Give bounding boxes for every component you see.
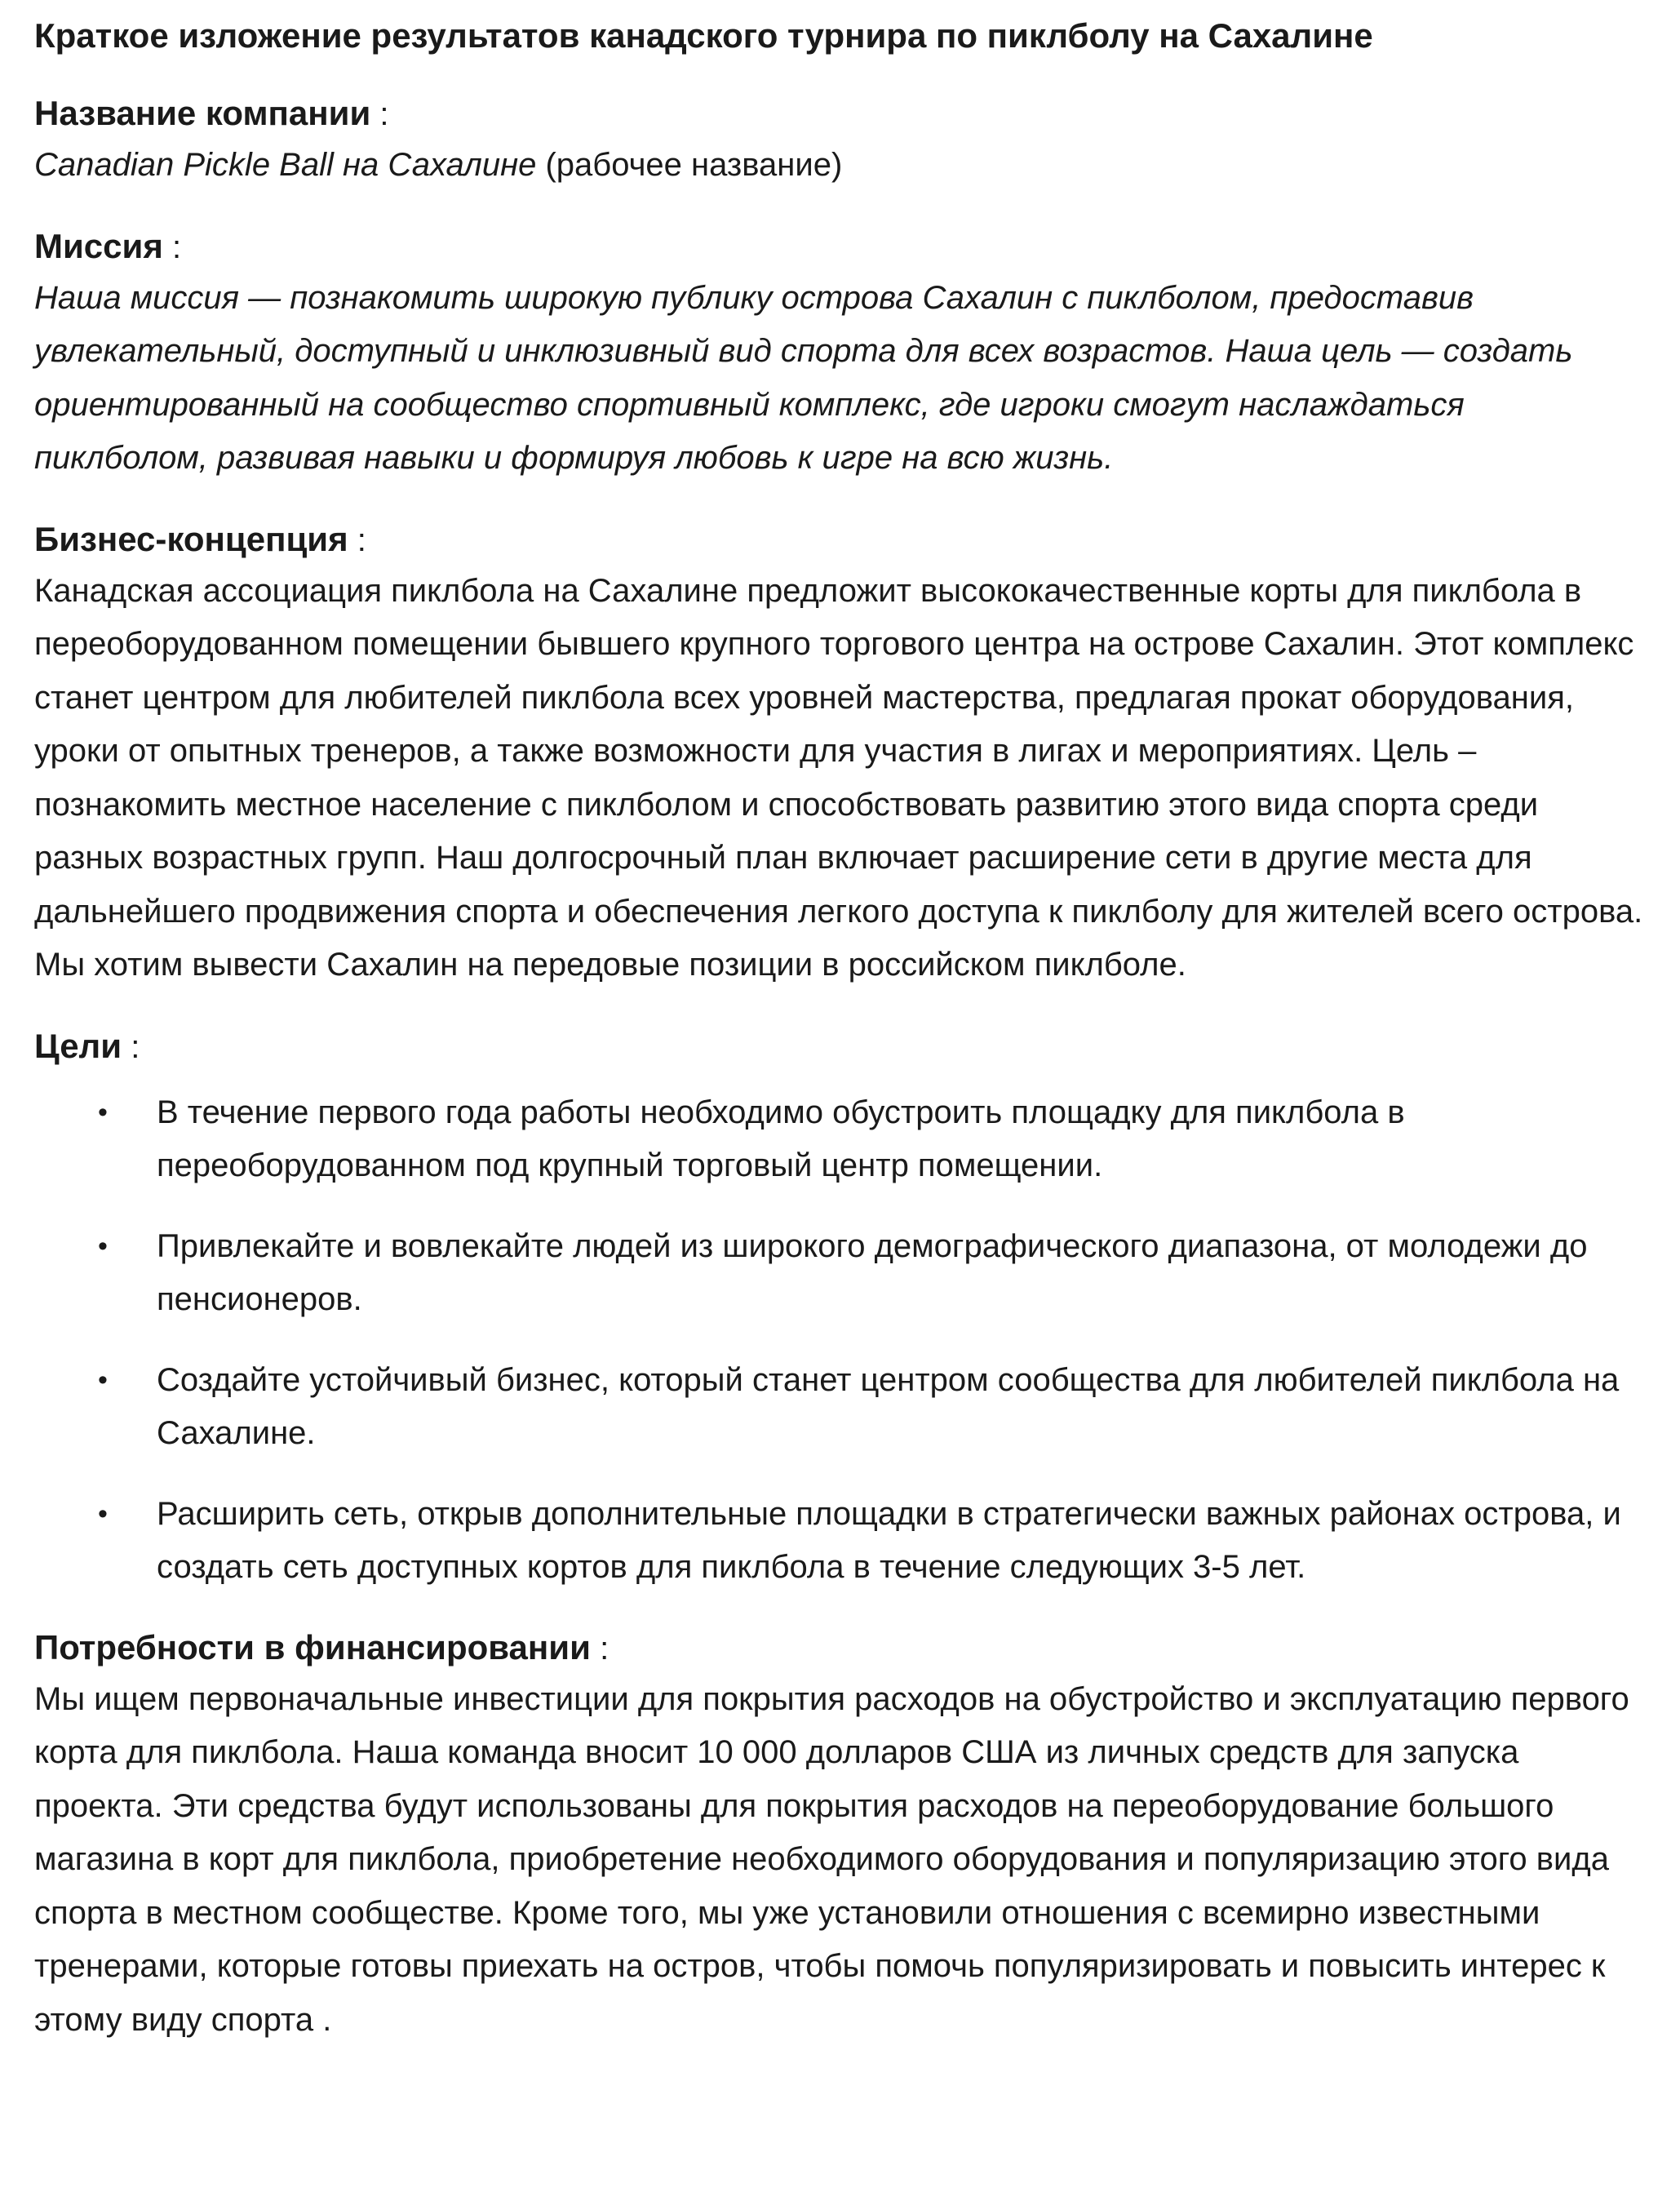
goals-list [34, 1086, 1646, 1594]
bullet-icon: • [98, 1096, 108, 1128]
goal-text: В течение первого года работы необходимо обустроить площадку для пиклбола в переоборудованном под крупный торговый центр помещении. [157, 1094, 1405, 1183]
goal-text: Создайте устойчивый бизнес, который станет центром сообщества для любителей пиклбола на Сахалине. [157, 1361, 1620, 1451]
company-section [34, 89, 1646, 193]
list-item [34, 1354, 1646, 1460]
concept-section [34, 515, 1646, 992]
mission-text: Наша миссия — познакомить широкую публику острова Сахалин с пиклболом, предоставив увлекательный, доступный и инклюзивный вид спорта для всех возрастов. Наша цель — создать ориентированный на сообщество спортивный комплекс, где игроки смогут наслаждаться пиклболом, развивая навыки и формируя любовь к игре на всю жизнь. [34, 279, 1573, 476]
company-heading-label: Название компании [34, 94, 371, 132]
company-heading [34, 89, 1646, 139]
mission-heading-label: Миссия [34, 226, 163, 265]
concept-text: Канадская ассоциация пиклбола на Сахалине предложит высококачественные корты для пиклбола в переоборудованном помещении бывшего крупного торгового центра на острове Сахалин. Этот комплекс станет центром для любителей пиклбола всех уровней мастерства, предлагая прокат оборудования, уроки от опытных тренеров, а также возможности для участия в лигах и мероприятиях. Цель – познакомить местное население с пиклболом и способствовать развитию этого вида спорта среди разных возрастных групп. Наш долгосрочный план включает расширение сети в другие места для дальнейшего продвижения спорта и обеспечения легкого доступа к пиклболу для жителей всего острова. Мы хотим вывести Сахалин на передовые позиции в российском пиклболе. [34, 572, 1643, 983]
funding-heading-label: Потребности в финансировании [34, 1627, 591, 1667]
goals-heading [34, 1022, 1646, 1072]
mission-section [34, 222, 1646, 486]
bullet-icon: • [98, 1364, 108, 1396]
list-item [34, 1488, 1646, 1594]
mission-heading [34, 222, 1646, 272]
list-item [34, 1086, 1646, 1192]
heading-colon: : [357, 521, 366, 558]
concept-heading-label: Бизнес-концепция [34, 519, 348, 558]
bullet-icon: • [98, 1230, 108, 1262]
list-item [34, 1220, 1646, 1326]
funding-text: Мы ищем первоначальные инвестиции для покрытия расходов на обустройство и эксплуатацию первого корта для пиклбола. Наша команда вносит 10 000 долларов США из личных средств для запуска проекта. Эти средства будут использованы для покрытия расходов на переоборудование большого магазина в корт для пиклбола, приобретение необходимого оборудования и популяризацию этого вида спорта в местном сообществе. Кроме того, мы уже установили отношения с всемирно известными тренерами, которые готовы приехать на остров, чтобы помочь популяризировать и повысить интерес к этому виду спорта . [34, 1680, 1629, 2038]
goals-heading-label: Цели [34, 1026, 122, 1065]
company-name [34, 139, 1646, 193]
concept-heading [34, 515, 1646, 565]
goal-text: Расширить сеть, открыв дополнительные площадки в стратегически важных районах острова, и создать сеть доступных кортов для пиклбола в течение следующих 3-5 лет. [157, 1495, 1621, 1585]
goals-section [34, 1022, 1646, 1594]
company-name-italic: Canadian Pickle Ball на Сахалине [34, 147, 537, 183]
heading-colon: : [171, 229, 182, 265]
funding-heading [34, 1623, 1646, 1673]
company-name-note: (рабочее название) [536, 147, 843, 183]
document-title: Краткое изложение результатов канадского турнира по пиклболу на Сахалине [34, 16, 1373, 55]
bullet-icon: • [98, 1498, 108, 1529]
funding-section [34, 1623, 1646, 2048]
heading-colon: : [131, 1028, 140, 1065]
heading-colon: : [600, 1630, 609, 1667]
goal-text: Привлекайте и вовлекайте людей из широкого демографического диапазона, от молодежи до пенсионеров. [157, 1227, 1588, 1317]
heading-colon: : [379, 96, 389, 132]
